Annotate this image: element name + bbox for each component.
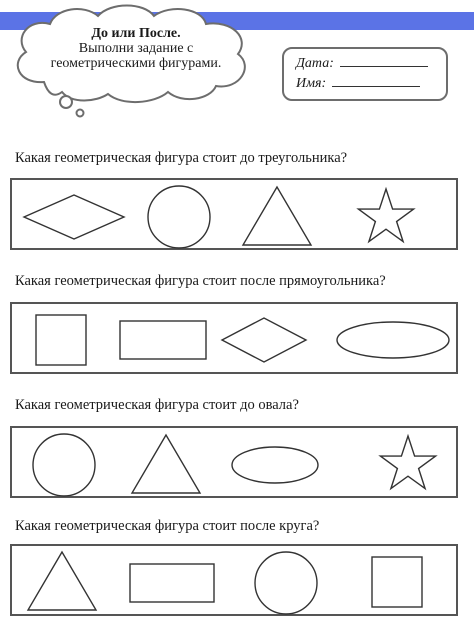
- name-line[interactable]: [332, 75, 420, 87]
- instruction-line-2: геометрическими фигурами.: [50, 56, 222, 71]
- title-cloud: [4, 2, 256, 120]
- square-shape[interactable]: [372, 557, 422, 607]
- circle-shape[interactable]: [33, 434, 95, 496]
- date-line[interactable]: [340, 55, 428, 67]
- instruction-line-1: Выполни задание с: [78, 41, 194, 56]
- triangle-shape[interactable]: [28, 552, 96, 610]
- oval-shape[interactable]: [232, 447, 318, 483]
- triangle-shape[interactable]: [243, 187, 311, 245]
- question-2: Какая геометрическая фигура стоит после прямоугольника?: [15, 273, 386, 289]
- info-box: [282, 47, 448, 101]
- name-row: [296, 75, 420, 92]
- star-shape[interactable]: [358, 189, 413, 242]
- date-row: [296, 55, 428, 72]
- question-3: Какая геометрическая фигура стоит до овала?: [15, 397, 299, 413]
- shapes-panel-4: [10, 544, 458, 616]
- rectangle-shape[interactable]: [130, 564, 214, 602]
- circle-shape[interactable]: [148, 186, 210, 248]
- rhombus-shape[interactable]: [24, 195, 124, 239]
- star-shape[interactable]: [380, 436, 435, 489]
- shapes-panel-2: [10, 302, 458, 374]
- oval-shape[interactable]: [337, 322, 449, 358]
- triangle-shape[interactable]: [132, 435, 200, 493]
- question-4: Какая геометрическая фигура стоит после круга?: [15, 518, 320, 534]
- date-label: Дата:: [296, 56, 334, 71]
- rhombus-shape[interactable]: [222, 318, 306, 362]
- shapes-panel-3: [10, 426, 458, 498]
- shapes-panel-1: [10, 178, 458, 250]
- circle-shape[interactable]: [255, 552, 317, 614]
- rectangle-shape[interactable]: [120, 321, 206, 359]
- square-shape[interactable]: [36, 315, 86, 365]
- name-label: Имя:: [296, 76, 327, 91]
- worksheet-title: До или После.: [91, 26, 181, 41]
- question-1: Какая геометрическая фигура стоит до треугольника?: [15, 150, 348, 166]
